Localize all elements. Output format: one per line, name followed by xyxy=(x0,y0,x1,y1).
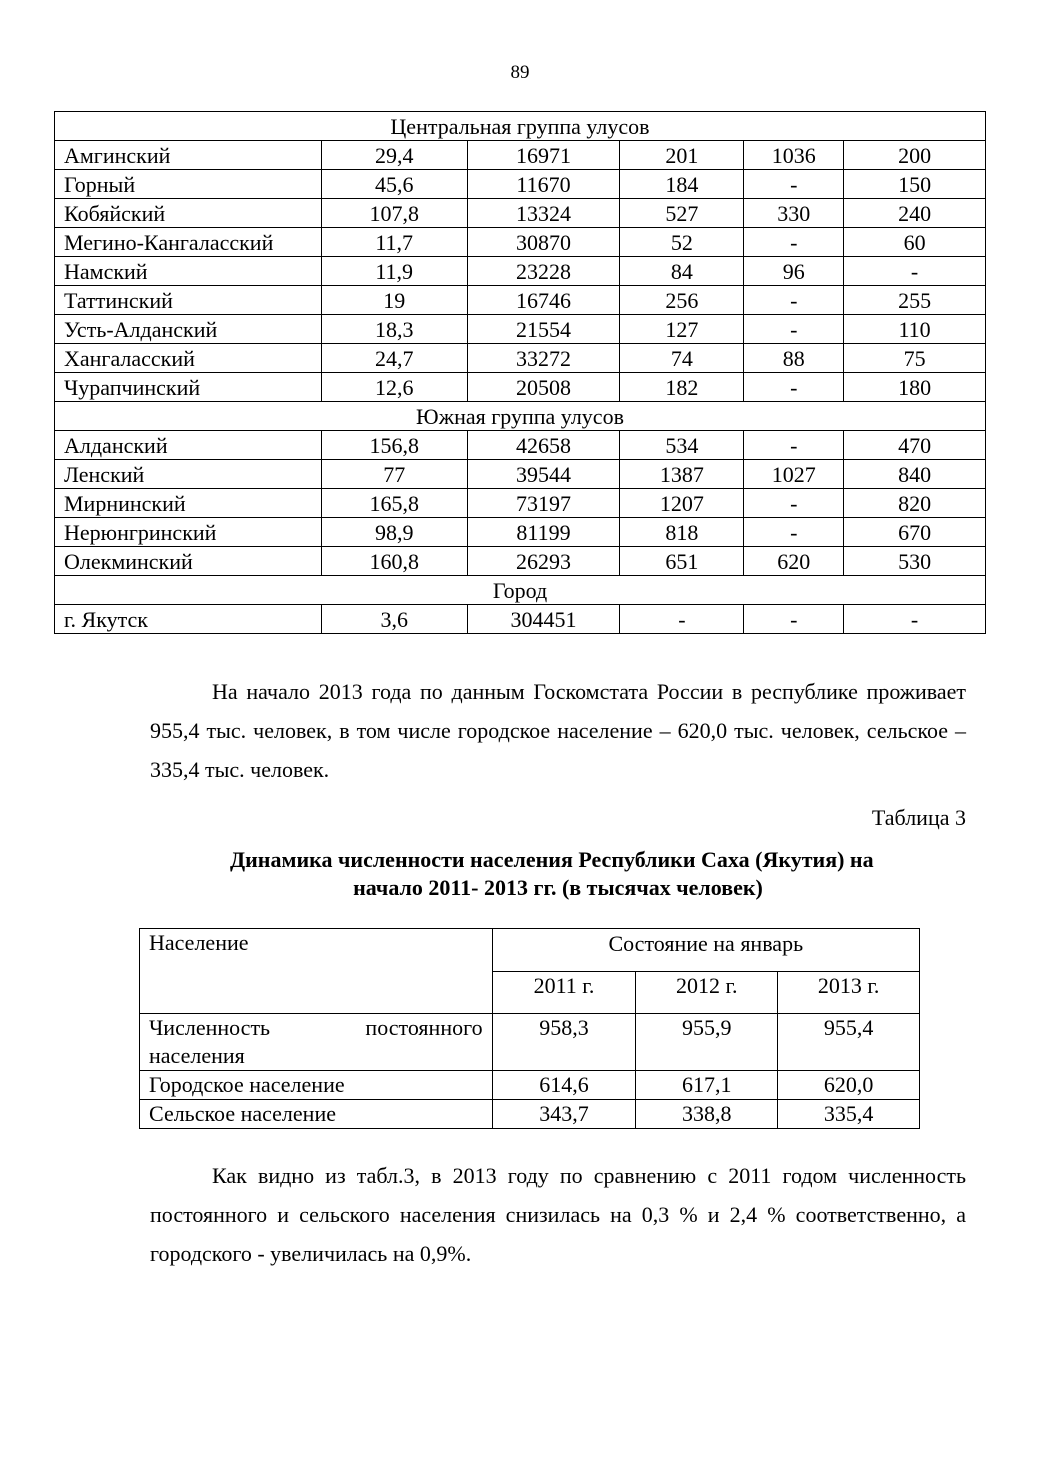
cell: 256 xyxy=(620,286,744,315)
cell: 60 xyxy=(844,228,986,257)
cell: 12,6 xyxy=(321,373,467,402)
table-row xyxy=(55,489,986,518)
cell: 160,8 xyxy=(321,547,467,576)
cell: 1027 xyxy=(744,460,844,489)
table-label: Таблица 3 xyxy=(871,805,966,830)
year-2012: 2012 г. xyxy=(636,972,778,1014)
cell: - xyxy=(744,518,844,547)
cell: 18,3 xyxy=(321,315,467,344)
paragraph-comparison xyxy=(150,1156,966,1273)
table-title xyxy=(150,846,966,902)
cell: - xyxy=(844,605,986,634)
cell: - xyxy=(744,228,844,257)
table-row xyxy=(140,1100,920,1129)
table-row xyxy=(55,170,986,199)
cell: 29,4 xyxy=(321,141,467,170)
district-name: Таттинский xyxy=(55,286,322,315)
group-title: Город xyxy=(55,576,986,605)
cell: 180 xyxy=(844,373,986,402)
cell: 21554 xyxy=(467,315,620,344)
cell: 527 xyxy=(620,199,744,228)
cell: 335,4 xyxy=(778,1100,920,1129)
table-row xyxy=(55,431,986,460)
cell: 530 xyxy=(844,547,986,576)
cell: - xyxy=(744,605,844,634)
cell: 84 xyxy=(620,257,744,286)
cell: 840 xyxy=(844,460,986,489)
header-population: Население xyxy=(140,929,493,1014)
cell: 240 xyxy=(844,199,986,228)
cell: 620,0 xyxy=(778,1071,920,1100)
cell: 107,8 xyxy=(321,199,467,228)
cell: 33272 xyxy=(467,344,620,373)
year-2011: 2011 г. xyxy=(492,972,636,1014)
paragraph-text: На начало 2013 года по данным Госкомстата России в республике проживает 955,4 тыс. человек, в том числе городское население – 620,0 тыс. человек, сельское – 335,4 тыс. человек. xyxy=(150,679,966,782)
row-label: Численность постоянного населения xyxy=(140,1014,493,1071)
cell: 614,6 xyxy=(492,1071,636,1100)
district-name: Усть-Алданский xyxy=(55,315,322,344)
row-label: Сельское население xyxy=(140,1100,493,1129)
cell: 255 xyxy=(844,286,986,315)
cell: 110 xyxy=(844,315,986,344)
cell: 16746 xyxy=(467,286,620,315)
cell: - xyxy=(744,373,844,402)
cell: 52 xyxy=(620,228,744,257)
row-label: Городское население xyxy=(140,1071,493,1100)
table-row xyxy=(140,1014,920,1071)
table-row xyxy=(55,605,986,634)
cell: 156,8 xyxy=(321,431,467,460)
district-name: Нерюнгринский xyxy=(55,518,322,547)
cell: 534 xyxy=(620,431,744,460)
district-name: Мегино-Кангаласский xyxy=(55,228,322,257)
cell: 19 xyxy=(321,286,467,315)
table-header-row xyxy=(140,929,920,972)
cell: 42658 xyxy=(467,431,620,460)
table-row xyxy=(55,286,986,315)
cell: 11,9 xyxy=(321,257,467,286)
table-title-line-2: начало 2011- 2013 гг. (в тысячах человек) xyxy=(353,875,763,900)
district-name: Кобяйский xyxy=(55,199,322,228)
cell: 73197 xyxy=(467,489,620,518)
cell: 338,8 xyxy=(636,1100,778,1129)
cell: 184 xyxy=(620,170,744,199)
table-row xyxy=(140,1071,920,1100)
cell: 16971 xyxy=(467,141,620,170)
year-2013: 2013 г. xyxy=(778,972,920,1014)
cell: 617,1 xyxy=(636,1071,778,1100)
cell: 343,7 xyxy=(492,1100,636,1129)
group-header-row xyxy=(55,576,986,605)
group-header-row xyxy=(55,402,986,431)
paragraph-text: Как видно из табл.3, в 2013 году по сравнению с 2011 годом численность постоянного и сельского населения снизилась на 0,3 % и 2,4 % соответственно, а городского - увеличилась на 0,9%. xyxy=(150,1163,966,1266)
cell: 23228 xyxy=(467,257,620,286)
cell: - xyxy=(744,170,844,199)
cell: 26293 xyxy=(467,547,620,576)
cell: 330 xyxy=(744,199,844,228)
cell: - xyxy=(744,489,844,518)
cell: 96 xyxy=(744,257,844,286)
district-name: Хангаласский xyxy=(55,344,322,373)
district-name: Горный xyxy=(55,170,322,199)
cell: 3,6 xyxy=(321,605,467,634)
district-name: Алданский xyxy=(55,431,322,460)
district-name: Амгинский xyxy=(55,141,322,170)
district-name: Чурапчинский xyxy=(55,373,322,402)
cell: 200 xyxy=(844,141,986,170)
cell: 11670 xyxy=(467,170,620,199)
cell: 30870 xyxy=(467,228,620,257)
header-state-january: Состояние на январь xyxy=(492,929,919,972)
cell: 820 xyxy=(844,489,986,518)
cell: 88 xyxy=(744,344,844,373)
districts-table xyxy=(54,111,986,634)
district-name: г. Якутск xyxy=(55,605,322,634)
cell: 81199 xyxy=(467,518,620,547)
cell: 182 xyxy=(620,373,744,402)
cell: 818 xyxy=(620,518,744,547)
page-number: 89 xyxy=(510,62,530,83)
cell: 127 xyxy=(620,315,744,344)
cell: - xyxy=(744,286,844,315)
cell: 304451 xyxy=(467,605,620,634)
table-row xyxy=(55,518,986,547)
cell: - xyxy=(744,315,844,344)
cell: 1036 xyxy=(744,141,844,170)
cell: - xyxy=(744,431,844,460)
cell: 651 xyxy=(620,547,744,576)
cell: 620 xyxy=(744,547,844,576)
table-row xyxy=(55,141,986,170)
district-name: Намский xyxy=(55,257,322,286)
group-title: Центральная группа улусов xyxy=(55,112,986,141)
district-name: Мирнинский xyxy=(55,489,322,518)
table-row xyxy=(55,344,986,373)
cell: 201 xyxy=(620,141,744,170)
cell: 670 xyxy=(844,518,986,547)
table-row xyxy=(55,373,986,402)
table-row xyxy=(55,199,986,228)
cell: 1387 xyxy=(620,460,744,489)
cell: 165,8 xyxy=(321,489,467,518)
cell: 77 xyxy=(321,460,467,489)
district-name: Ленский xyxy=(55,460,322,489)
group-header-row xyxy=(55,112,986,141)
cell: 24,7 xyxy=(321,344,467,373)
table-row xyxy=(55,547,986,576)
table-row xyxy=(55,228,986,257)
cell: 955,4 xyxy=(778,1014,920,1071)
cell: 955,9 xyxy=(636,1014,778,1071)
cell: 150 xyxy=(844,170,986,199)
cell: 75 xyxy=(844,344,986,373)
cell: 958,3 xyxy=(492,1014,636,1071)
table-row xyxy=(55,460,986,489)
table-row xyxy=(55,257,986,286)
cell: 98,9 xyxy=(321,518,467,547)
population-dynamics-table xyxy=(139,928,920,1129)
paragraph-population-2013 xyxy=(150,672,966,789)
cell: 20508 xyxy=(467,373,620,402)
district-name: Олекминский xyxy=(55,547,322,576)
table-title-line-1: Динамика численности населения Республики Саха (Якутия) на xyxy=(230,847,874,872)
cell: - xyxy=(844,257,986,286)
cell: 11,7 xyxy=(321,228,467,257)
cell: 39544 xyxy=(467,460,620,489)
cell: 45,6 xyxy=(321,170,467,199)
cell: 470 xyxy=(844,431,986,460)
cell: 74 xyxy=(620,344,744,373)
cell: 13324 xyxy=(467,199,620,228)
table-row xyxy=(55,315,986,344)
cell: - xyxy=(620,605,744,634)
group-title: Южная группа улусов xyxy=(55,402,986,431)
cell: 1207 xyxy=(620,489,744,518)
